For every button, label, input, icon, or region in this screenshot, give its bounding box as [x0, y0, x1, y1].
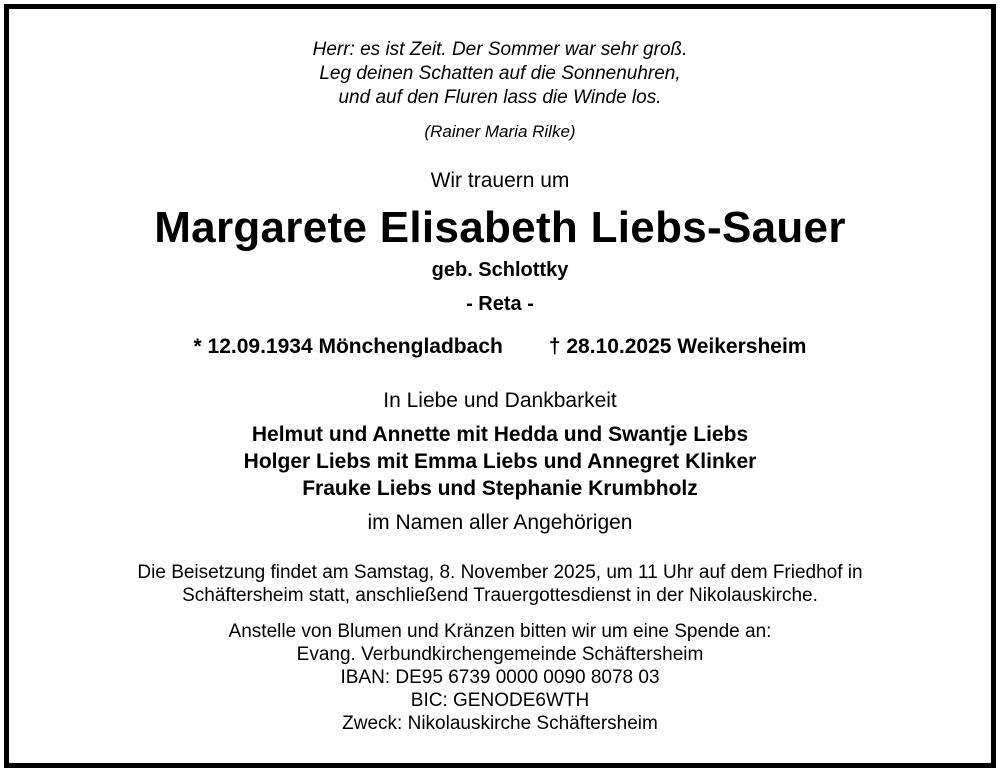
donation-iban: IBAN: DE95 6739 0000 0090 8078 03 — [340, 667, 660, 688]
poem-line: und auf den Fluren lass die Winde los. — [338, 87, 662, 108]
donation-line: Anstelle von Blumen und Kränzen bitten wir um eine Spende an: — [228, 621, 772, 642]
funeral-info-line: Die Beisetzung findet am Samstag, 8. November 2025, um 11 Uhr auf dem Friedhof in — [137, 562, 863, 583]
obituary-frame — [4, 4, 996, 768]
life-dates — [9, 335, 991, 359]
donation-purpose: Zweck: Nikolauskirche Schäftersheim — [342, 713, 658, 734]
mourner-line: Holger Liebs mit Emma Liebs und Annegret Klinker — [243, 450, 757, 473]
funeral-info-line: Schäftersheim statt, anschließend Trauergottesdienst in der Nikolauskirche. — [182, 585, 818, 606]
mourner-line: Helmut und Annette mit Hedda und Swantje Liebs — [251, 423, 749, 446]
donation-line: Evang. Verbundkirchengemeinde Schäftersheim — [296, 644, 704, 665]
birth-date: * 12.09.1934 Mönchengladbach — [193, 335, 503, 358]
mourners-closing: im Namen aller Angehörigen — [367, 511, 633, 534]
obituary-content — [9, 9, 991, 763]
mourner-line: Frauke Liebs und Stephanie Krumbholz — [302, 477, 698, 500]
maiden-name: geb. Schlottky — [431, 259, 569, 281]
poem-line: Leg deinen Schatten auf die Sonnenuhren, — [319, 63, 681, 84]
mourning-intro: Wir trauern um — [430, 169, 570, 192]
donation-bic: BIC: GENODE6WTH — [410, 690, 590, 711]
nickname: - Reta - — [466, 293, 534, 315]
poem-line: Herr: es ist Zeit. Der Sommer war sehr groß. — [312, 39, 688, 60]
death-date: † 28.10.2025 Weikersheim — [548, 335, 807, 358]
deceased-name: Margarete Elisabeth Liebs-Sauer — [154, 203, 846, 252]
poem-author: (Rainer Maria Rilke) — [424, 122, 576, 141]
mourners-intro: In Liebe und Dankbarkeit — [383, 389, 617, 412]
